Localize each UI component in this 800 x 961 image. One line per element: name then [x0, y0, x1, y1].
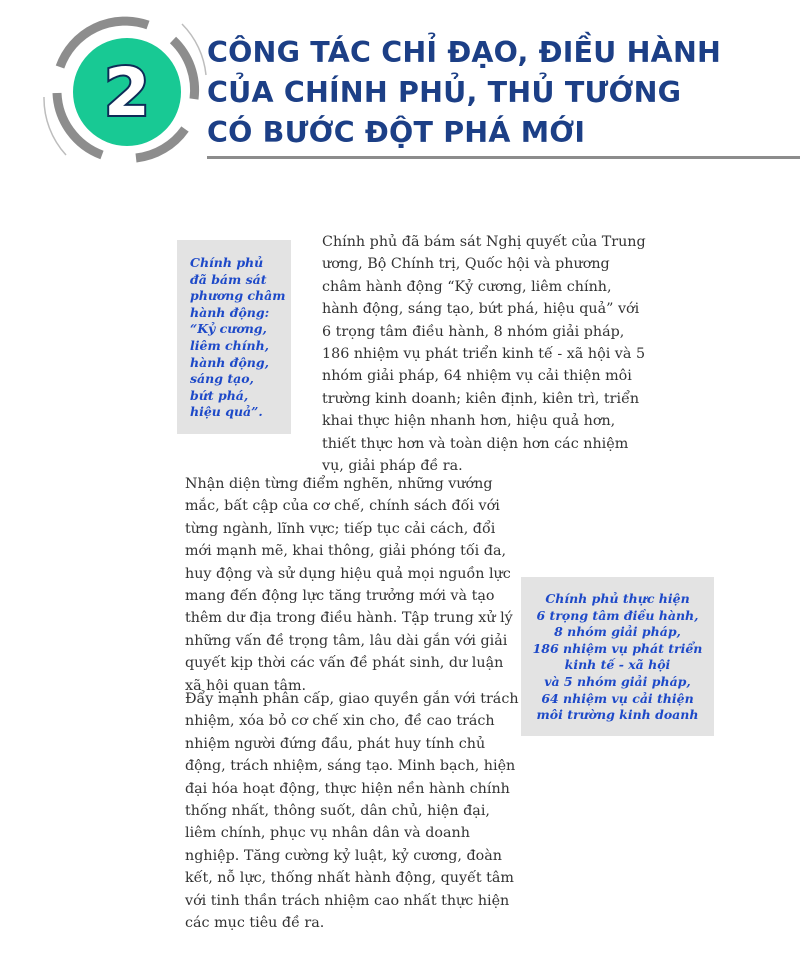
- paragraph-line: Đẩy mạnh phân cấp, giao quyền gắn với trách: [185, 691, 519, 707]
- title-line: CÔNG TÁC CHỈ ĐẠO, ĐIỀU HÀNH: [207, 36, 722, 69]
- paragraph-line: thiết thực hơn và toàn diện hơn các nhiệm: [322, 435, 629, 452]
- paragraph-line: vụ, giải pháp đề ra.: [322, 458, 463, 475]
- title-line: CÓ BƯỚC ĐỘT PHÁ MỚI: [207, 116, 586, 149]
- pullquote-line: 8 nhóm giải pháp,: [554, 624, 681, 640]
- paragraph-line: các mục tiêu đề ra.: [185, 915, 325, 932]
- pullquote-line: bứt phá,: [190, 387, 249, 403]
- paragraph-line: nghiệp. Tăng cường kỷ luật, kỷ cương, đoàn: [185, 847, 503, 864]
- pullquote-line: hiệu quả”.: [190, 404, 263, 420]
- pullquote-line: phương châm: [190, 288, 286, 304]
- paragraph-line: Nhận diện từng điểm nghẽn, những vướng: [185, 476, 493, 492]
- pullquote-line: “Kỷ cương,: [190, 321, 267, 337]
- body-paragraph-3: [185, 688, 519, 934]
- paragraph-line: những vấn đề trọng tâm, lâu dài gắn với giải: [185, 632, 508, 649]
- paragraph-line: nhiệm, xóa bỏ cơ chế xin cho, đề cao trách: [185, 713, 495, 730]
- paragraph-line: mang đến động lực tăng trưởng mới và tạo: [185, 588, 495, 605]
- body-paragraph-1: [322, 231, 646, 477]
- paragraph-line: mắc, bất cập của cơ chế, chính sách đối với: [185, 498, 500, 515]
- paragraph-line: hành động, sáng tạo, bứt phá, hiệu quả” với: [322, 301, 640, 318]
- paragraph-line: huy động và sử dụng hiệu quả mọi nguồn lực: [185, 565, 511, 582]
- paragraph-line: liêm chính, phục vụ nhân dân và doanh: [185, 825, 470, 842]
- pullquote-line: kinh tế - xã hội: [564, 657, 671, 673]
- paragraph-line: từng ngành, lĩnh vực; tiếp tục cải cách, đổi: [185, 520, 496, 537]
- paragraph-line: kết, nỗ lực, thống nhất hành động, quyết tâm: [185, 870, 514, 887]
- paragraph-line: 186 nhiệm vụ phát triển kinh tế - xã hội và 5: [322, 346, 646, 363]
- section-number: 2: [104, 54, 150, 131]
- pullquote-line: Chính phủ thực hiện: [545, 591, 690, 606]
- paragraph-line: 6 trọng tâm điều hành, 8 nhóm giải pháp,: [322, 323, 625, 340]
- paragraph-line: khai thực hiện nhanh hơn, hiệu quả hơn,: [322, 413, 616, 430]
- paragraph-line: mới mạnh mẽ, khai thông, giải phóng tối đa,: [185, 543, 507, 560]
- section-number-badge: [40, 5, 210, 175]
- pullquote-line: hành động:: [190, 304, 270, 320]
- paragraph-line: Chính phủ đã bám sát Nghị quyết của Trung: [322, 234, 646, 250]
- paragraph-line: nhóm giải pháp, 64 nhiệm vụ cải thiện môi: [322, 368, 632, 385]
- paragraph-line: châm hành động “Kỷ cương, liêm chính,: [322, 278, 612, 295]
- paragraph-line: với tinh thần trách nhiệm cao nhất thực hiện: [185, 892, 510, 909]
- body-paragraph-2: [185, 473, 513, 697]
- title-underline-rule: [207, 156, 800, 159]
- title-line: CỦA CHÍNH PHỦ, THỦ TƯỚNG: [207, 76, 682, 109]
- pullquote-line: hành động,: [190, 354, 269, 370]
- pullquote-line: và 5 nhóm giải pháp,: [544, 673, 691, 689]
- pullquote-line: 186 nhiệm vụ phát triển: [532, 640, 703, 656]
- paragraph-line: quyết kịp thời các vấn đề phát sinh, dư luận: [185, 655, 504, 672]
- paragraph-line: trường kinh doanh; kiên định, kiên trì, triển: [322, 390, 640, 407]
- page-title: [207, 33, 721, 153]
- paragraph-line: ương, Bộ Chính trị, Quốc hội và phương: [322, 256, 610, 273]
- pullquote-tasks-summary: [521, 577, 714, 736]
- paragraph-line: xã hội quan tâm.: [185, 677, 307, 694]
- pullquote-line: 64 nhiệm vụ cải thiện: [541, 690, 694, 706]
- paragraph-line: thêm dư địa trong điều hành. Tập trung xử lý: [185, 610, 513, 627]
- paragraph-line: nhiệm người đứng đầu, phát huy tính chủ: [185, 735, 486, 752]
- pullquote-line: 6 trọng tâm điều hành,: [536, 607, 699, 623]
- paragraph-line: đại hóa hoạt động, thực hiện nền hành chính: [185, 780, 510, 797]
- pullquote-line: đã bám sát: [190, 271, 267, 287]
- pullquote-line: sáng tạo,: [190, 371, 254, 387]
- pullquote-guiding-principle: [177, 240, 291, 434]
- pullquote-line: Chính phủ: [190, 255, 264, 270]
- paragraph-line: thống nhất, thông suốt, dân chủ, hiện đại,: [185, 803, 490, 820]
- pullquote-line: môi trường kinh doanh: [536, 707, 699, 723]
- pullquote-line: liêm chính,: [190, 337, 270, 353]
- paragraph-line: động, trách nhiệm, sáng tạo. Minh bạch, hiện: [185, 758, 516, 775]
